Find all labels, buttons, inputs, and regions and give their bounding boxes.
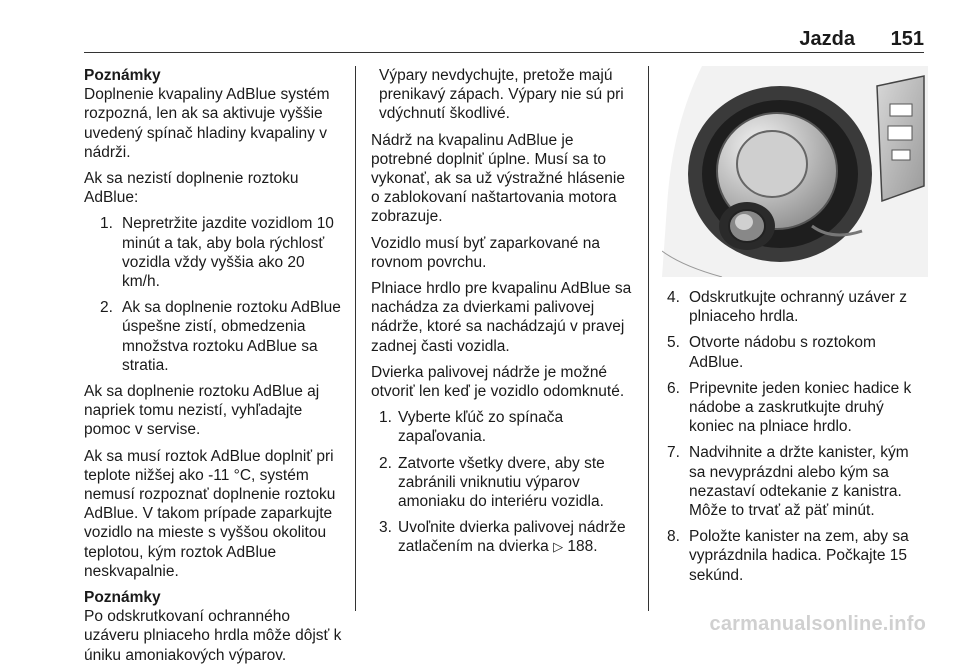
list-text: Položte kanister na zem, aby sa vyprázdnila hadica. Počkajte 15 sekúnd.	[689, 528, 909, 584]
list-text: Otvorte nádobu s roztokom AdBlue.	[689, 334, 876, 371]
list-number: 3.	[379, 519, 392, 537]
list-item	[662, 333, 928, 371]
header-rule	[84, 52, 924, 53]
page-header	[0, 28, 960, 52]
column-divider	[355, 66, 356, 611]
paragraph: Plniace hrdlo pre kvapalinu AdBlue sa nachádza za dvierkami palivovej nádrže, ktoré sa nachádzajú v pravej zadnej časti vozidla.	[371, 280, 632, 355]
column-middle	[371, 66, 635, 565]
list-text: Vyberte kľúč zo spínača zapaľovania.	[398, 409, 564, 446]
page-number: 151	[890, 28, 924, 50]
note-title: Poznámky	[84, 67, 161, 84]
list-item	[662, 443, 928, 520]
page-reference[interactable]: 188.	[567, 538, 598, 556]
paragraph: Výpary nevdychujte, pretože majú prenikavý zápach. Výpary nie sú pri vdýchnutí škodlivé.	[379, 67, 624, 123]
note-title: Poznámky	[84, 589, 161, 607]
list-number: 2.	[379, 454, 392, 472]
paragraph: Ak sa musí roztok AdBlue doplniť pri teplote nižšej ako -11 °C, systém nemusí rozpoznať doplnenie roztoku AdBlue. V takom prípade zaparkujte vozidlo na mieste s vyššou okolitou teplotou, kým roztok AdBlue neskvapalnie.	[84, 447, 336, 580]
note-text: Po odskrutkovaní ochranného uzáveru plniaceho hrdla môže dôjsť k úniku amoniakových výparov.	[84, 608, 342, 664]
list-text: Ak sa doplnenie roztoku AdBlue úspešne zistí, obmedzenia množstva roztoku AdBlue sa stratia.	[122, 299, 341, 374]
column-left	[84, 66, 346, 672]
list-number: 1.	[379, 409, 392, 427]
steps-list	[371, 408, 635, 557]
list-number: 8.	[667, 528, 680, 546]
column-divider	[648, 66, 649, 611]
watermark: carmanualsonline.info	[709, 613, 926, 635]
list-number: 2.	[100, 299, 113, 317]
list-item	[371, 454, 635, 512]
steps-list	[662, 288, 928, 585]
list-text: Uvoľnite dvierka palivovej nádrže zatlačením na dvierka	[398, 519, 626, 556]
paragraph: Ak sa nezistí doplnenie roztoku AdBlue:	[84, 170, 299, 207]
paragraph: Dvierka palivovej nádrže je možné otvoriť len keď je vozidlo odomknuté.	[371, 363, 625, 401]
list-number: 7.	[667, 444, 680, 462]
section-title: Jazda	[799, 28, 855, 50]
steps-list	[84, 214, 346, 375]
paragraph: Ak sa doplnenie roztoku AdBlue aj napriek tomu nezistí, vyhľadajte pomoc v servise.	[84, 383, 320, 439]
list-text: Nepretržite jazdite vozidlom 10 minút a tak, aby bola rýchlosť vozidla vždy vyššia ako 20 km/h.	[122, 215, 334, 291]
paragraph: Vozidlo musí byť zaparkované na rovnom povrchu.	[371, 234, 600, 271]
list-item	[662, 527, 928, 585]
list-number: 1.	[100, 215, 113, 233]
page-reference-icon: ▷	[553, 540, 564, 556]
list-item	[662, 288, 928, 326]
fuel-filler-door-illustration	[662, 66, 928, 277]
paragraph: Nádrž na kvapalinu AdBlue je potrebné doplniť úplne. Musí sa to vykonať, ak sa už výstražné hlásenie o zablokovaní naštartovania motora zobrazuje.	[371, 131, 625, 226]
list-item	[371, 408, 635, 446]
list-number: 6.	[667, 379, 680, 397]
list-item	[662, 379, 928, 437]
list-number: 4.	[667, 289, 680, 306]
list-text: Pripevnite jeden koniec hadice k nádobe a zaskrutkujte druhý koniec na plniace hrdlo.	[689, 379, 912, 436]
list-text: Nadvihnite a držte kanister, kým sa nevyprázdni alebo kým sa nezastaví odtekanie z kanistra. Môže to trvať až päť minút.	[689, 444, 909, 520]
column-right	[662, 288, 928, 592]
note-text: Doplnenie kvapaliny AdBlue systém rozpozná, len ak sa aktivuje vyššie uvedený spínač hladiny kvapaliny v nádrži.	[84, 86, 330, 161]
list-item	[84, 298, 346, 375]
list-text: Zatvorte všetky dvere, aby ste zabránili vniknutiu výparov amoniaku do interiéru vozidla.	[398, 454, 605, 511]
list-item	[84, 214, 346, 291]
list-text: Odskrutkujte ochranný uzáver z plniaceho hrdla.	[689, 289, 907, 326]
list-item	[371, 518, 635, 557]
list-number: 5.	[667, 334, 680, 352]
